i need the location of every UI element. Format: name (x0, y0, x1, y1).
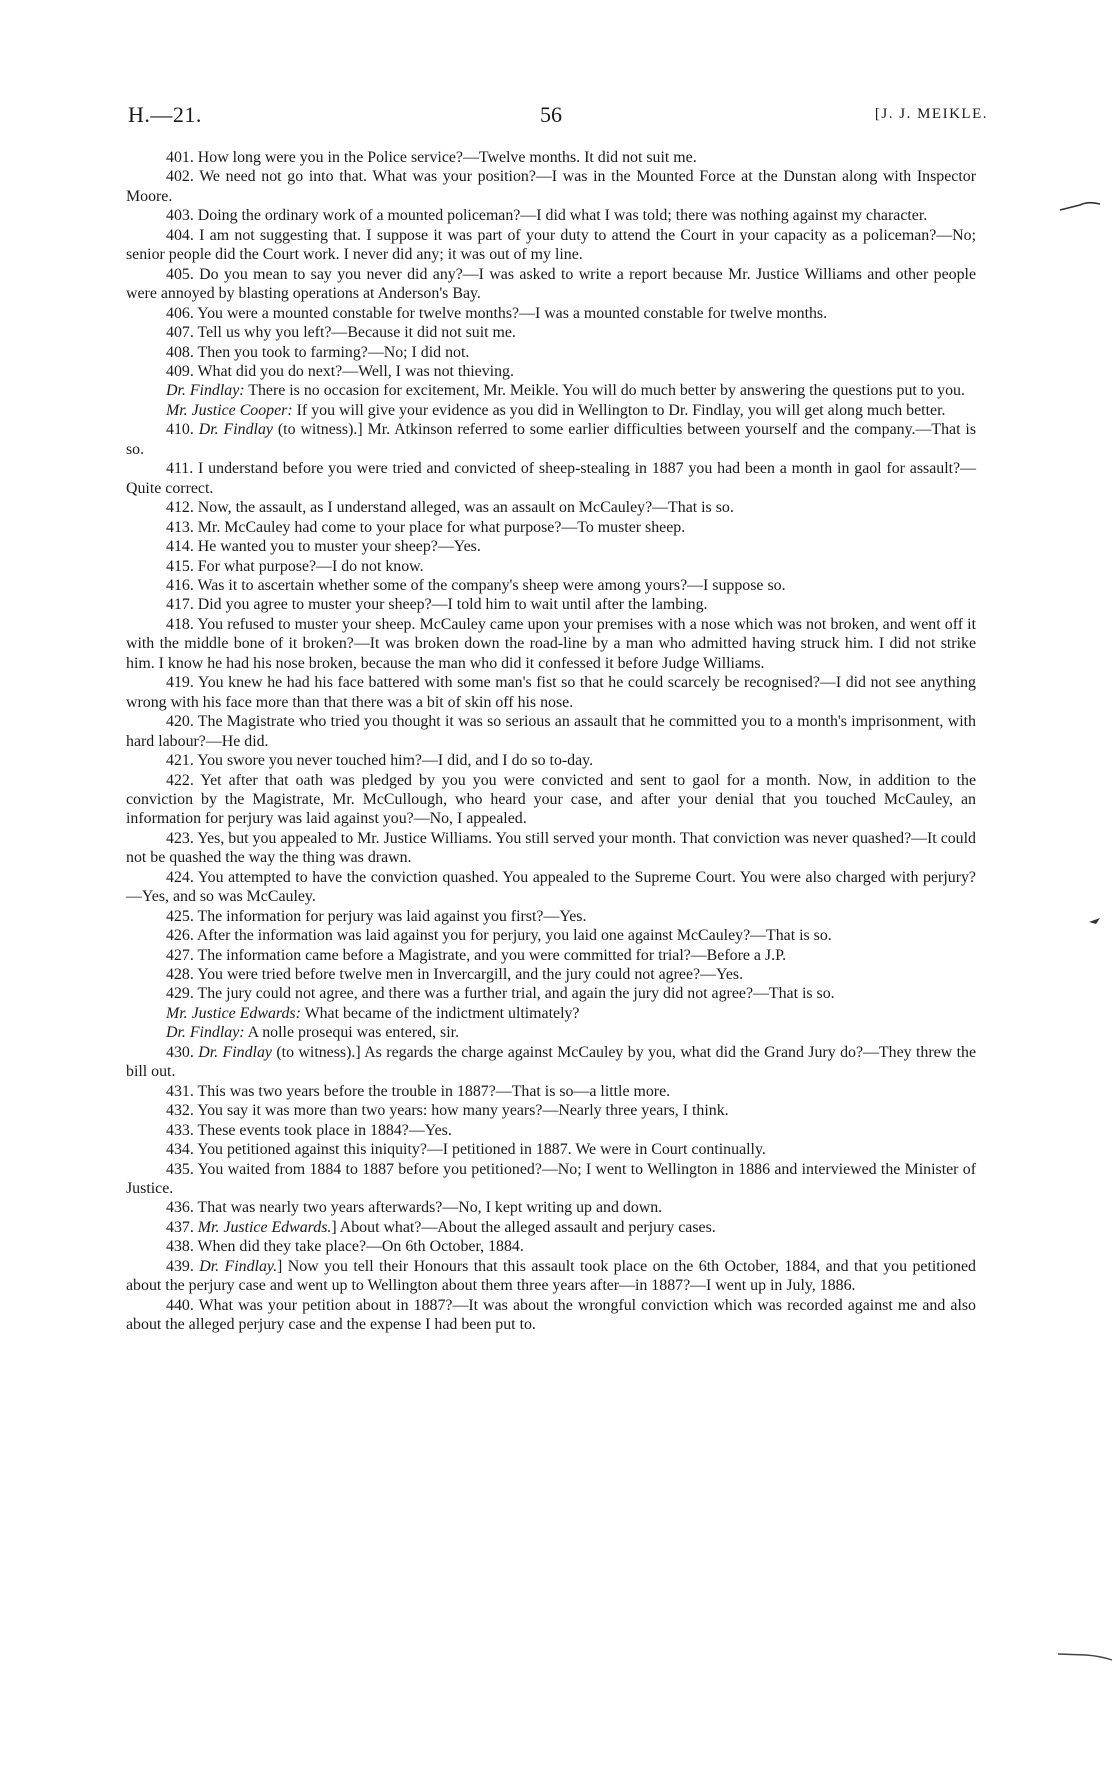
transcript-paragraph (126, 1237, 976, 1256)
paragraph-text: 405. Do you mean to say you never did any?—I was asked to write a report because Mr. Justice Williams and other people were annoyed by blasting operations at Anderson's Bay. (126, 265, 976, 303)
paragraph-text: There is no occasion for excitement, Mr. Meikle. You will do much better by answering the questions put to you. (244, 382, 965, 400)
transcript-paragraph (126, 1218, 976, 1237)
paragraph-text: If you will give your evidence as you did in Wellington to Dr. Findlay, you will get along much better. (292, 401, 946, 419)
paragraph-text: 440. What was your petition about in 1887?—It was about the wrongful conviction which was recorded against me and also about the alleged perjury case and the expense I had been put to. (126, 1296, 976, 1334)
speaker-name: Dr. Findlay. (199, 1257, 278, 1275)
transcript-paragraph (126, 459, 976, 498)
transcript-paragraph (126, 673, 976, 712)
paragraph-text: 431. This was two years before the trouble in 1887?—That is so—a little more. (166, 1082, 671, 1100)
transcript-paragraph (126, 1198, 976, 1217)
header-witness: [J. J. MEIKLE. (874, 106, 988, 122)
transcript-paragraph (126, 771, 976, 829)
transcript-paragraph (126, 362, 976, 381)
transcript-paragraph (126, 304, 976, 323)
transcript-paragraph (126, 518, 976, 537)
paragraph-text: 420. The Magistrate who tried you thought it was so serious an assault that he committed you to a month's imprisonment, with hard labour?—He did. (126, 713, 976, 750)
paragraph-text: 432. You say it was more than two years: how many years?—Nearly three years, I think. (166, 1102, 729, 1120)
paragraph-text: 416. Was it to ascertain whether some of the company's sheep were among yours?—I suppose so. (166, 576, 786, 594)
paragraph-text: 438. When did they take place?—On 6th October, 1884. (166, 1238, 524, 1256)
transcript-paragraph (126, 829, 976, 868)
margin-pen-mark (1086, 910, 1114, 930)
paragraph-text: 426. After the information was laid against you for perjury, you laid one against McCauley?—That is so. (166, 927, 832, 945)
speaker-name: Dr. Findlay: (166, 382, 245, 400)
paragraph-text: A nolle prosequi was entered, sir. (244, 1024, 460, 1042)
paragraph-text: 424. You attempted to have the conviction quashed. You appealed to the Supreme Court. You were also charged with perjury?—Yes, and so was McCauley. (126, 868, 976, 906)
paragraph-text: 407. Tell us why you left?—Because it did not suit me. (166, 324, 516, 342)
paragraph-text: ] Now you tell their Honours that this assault took place on the 6th October, 1884, and that you petitioned about the perjury case and went up to Wellington about them three years after—in 1887?—I went up in July, 1886. (126, 1257, 976, 1295)
transcript-paragraph (126, 926, 976, 945)
transcript-paragraph (126, 712, 976, 751)
paragraph-text: 435. You waited from 1884 to 1887 before you petitioned?—No; I went to Wellington in 1886 and interviewed the Minister of Justice. (126, 1160, 976, 1198)
paragraph-text: 417. Did you agree to muster your sheep?—I told him to wait until after the lambing. (166, 596, 708, 614)
paragraph-text: 409. What did you do next?—Well, I was not thieving. (166, 362, 514, 380)
paragraph-text: (to witness).] As regards the charge against McCauley by you, what did the Grand Jury do?—They threw the bill out. (126, 1043, 976, 1081)
transcript-paragraph (126, 1023, 976, 1042)
speaker-name: Mr. Justice Cooper: (166, 401, 293, 419)
paragraph-text: 401. How long were you in the Police service?—Twelve months. It did not suit me. (166, 149, 697, 166)
paragraph-text: 433. These events took place in 1884?—Yes. (166, 1121, 452, 1139)
transcript-paragraph (126, 907, 976, 926)
page-header (128, 102, 988, 132)
transcript-paragraph (126, 615, 976, 673)
paragraph-text: 404. I am not suggesting that. I suppose it was part of your duty to attend the Court in your capacity as a policeman?—No; senior people did the Court work. I never did any; it was out of my line. (126, 226, 976, 264)
transcript-paragraph (126, 1140, 976, 1159)
paragraph-text: 412. Now, the assault, as I understand alleged, was an assault on McCauley?—That is so. (166, 499, 734, 517)
question-number: 430. (166, 1043, 199, 1061)
transcript-paragraph (126, 946, 976, 965)
speaker-name: Dr. Findlay: (166, 1024, 245, 1042)
margin-pen-mark (1056, 196, 1104, 216)
transcript-paragraph (126, 401, 976, 420)
paragraph-text: (to witness).] Mr. Atkinson referred to some earlier difficulties between yourself and the company.—That is so. (126, 421, 976, 458)
speaker-name: Mr. Justice Edwards. (197, 1218, 332, 1236)
speaker-name: Dr. Findlay (198, 1043, 272, 1061)
paragraph-text: 418. You refused to muster your sheep. McCauley came upon your premises with a nose which was not broken, and went off it with the middle bone of it broken?—It was broken down the road-line by a man who admitted having struck him. I did not strike him. I know he had his nose broken, because the man who did it confessed it before Judge Williams. (126, 615, 976, 672)
header-series: H.—21. (128, 102, 202, 127)
transcript-paragraph (126, 537, 976, 556)
margin-pen-mark (1056, 1648, 1114, 1664)
transcript-paragraph (126, 167, 976, 206)
page-number: 56 (540, 102, 562, 127)
transcript-paragraph (126, 984, 976, 1003)
paragraph-text: 427. The information came before a Magistrate, and you were committed for trial?—Before a J.P. (166, 946, 787, 964)
transcript-paragraph (126, 226, 976, 265)
transcript-paragraph (126, 557, 976, 576)
transcript-paragraph (126, 498, 976, 517)
transcript-paragraph (126, 1296, 976, 1335)
paragraph-text: 413. Mr. McCauley had come to your place for what purpose?—To muster sheep. (166, 518, 686, 536)
transcript-paragraph (126, 595, 976, 614)
paragraph-text: What became of the indictment ultimately? (300, 1004, 580, 1022)
paragraph-text: 421. You swore you never touched him?—I did, and I do so to-day. (166, 752, 594, 770)
paragraph-text: 423. Yes, but you appealed to Mr. Justice Williams. You still served your month. That conviction was never quashed?—It could not be quashed the way the thing was drawn. (126, 829, 976, 867)
question-number: 437. (166, 1218, 198, 1236)
transcript-paragraph (126, 1257, 976, 1296)
transcript-body (126, 148, 976, 1335)
transcript-paragraph (126, 1121, 976, 1140)
paragraph-text: 429. The jury could not agree, and there was a further trial, and again the jury did not agree?—That is so. (166, 985, 835, 1003)
transcript-paragraph (126, 381, 976, 400)
paragraph-text: 436. That was nearly two years afterwards?—No, I kept writing up and down. (166, 1199, 663, 1217)
paragraph-text: 403. Doing the ordinary work of a mounted policeman?—I did what I was told; there was nothing against my character. (166, 207, 928, 225)
transcript-paragraph (126, 1101, 976, 1120)
speaker-name: Dr. Findlay (198, 421, 273, 439)
paragraph-text: 402. We need not go into that. What was your position?—I was in the Mounted Force at the Dunstan along with Inspector Moore. (126, 168, 976, 205)
paragraph-text: 406. You were a mounted constable for twelve months?—I was a mounted constable for twelve months. (166, 304, 828, 322)
paragraph-text: 408. Then you took to farming?—No; I did not. (166, 343, 470, 361)
transcript-paragraph (126, 323, 976, 342)
transcript-paragraph (126, 751, 976, 770)
transcript-paragraph (126, 1043, 976, 1082)
paragraph-text: 419. You knew he had his face battered with some man's fist so that he could scarcely be recognised?—I did not see anything wrong with his face more than that there was a bit of skin off his nose. (126, 674, 976, 711)
transcript-paragraph (126, 265, 976, 304)
paragraph-text: 414. He wanted you to muster your sheep?—Yes. (166, 538, 481, 556)
transcript-paragraph (126, 965, 976, 984)
transcript-paragraph (126, 206, 976, 225)
transcript-paragraph (126, 1160, 976, 1199)
transcript-paragraph (126, 576, 976, 595)
question-number: 410. (166, 421, 199, 439)
paragraph-text: 422. Yet after that oath was pledged by you you were convicted and sent to gaol for a month. Now, in addition to the conviction by the Magistrate, Mr. McCullough, who heard your case, and after your denial that you touched McCauley, an information for perjury was laid against you?—No, I appealed. (126, 771, 976, 828)
paragraph-text: 425. The information for perjury was laid against you first?—Yes. (166, 907, 587, 925)
transcript-paragraph (126, 420, 976, 459)
paragraph-text: 411. I understand before you were tried and convicted of sheep-stealing in 1887 you had been a month in gaol for assault?—Quite correct. (126, 460, 976, 497)
transcript-paragraph (126, 868, 976, 907)
paragraph-text: 434. You petitioned against this iniquity?—I petitioned in 1887. We were in Court continually. (166, 1141, 766, 1159)
speaker-name: Mr. Justice Edwards: (166, 1004, 301, 1022)
transcript-paragraph (126, 1082, 976, 1101)
paragraph-text: ] About what?—About the alleged assault and perjury cases. (331, 1218, 716, 1236)
transcript-paragraph (126, 148, 976, 167)
transcript-paragraph (126, 1004, 976, 1023)
paragraph-text: 415. For what purpose?—I do not know. (166, 557, 424, 575)
transcript-paragraph (126, 343, 976, 362)
paragraph-text: 428. You were tried before twelve men in Invercargill, and the jury could not agree?—Yes. (166, 966, 744, 984)
question-number: 439. (166, 1257, 200, 1275)
